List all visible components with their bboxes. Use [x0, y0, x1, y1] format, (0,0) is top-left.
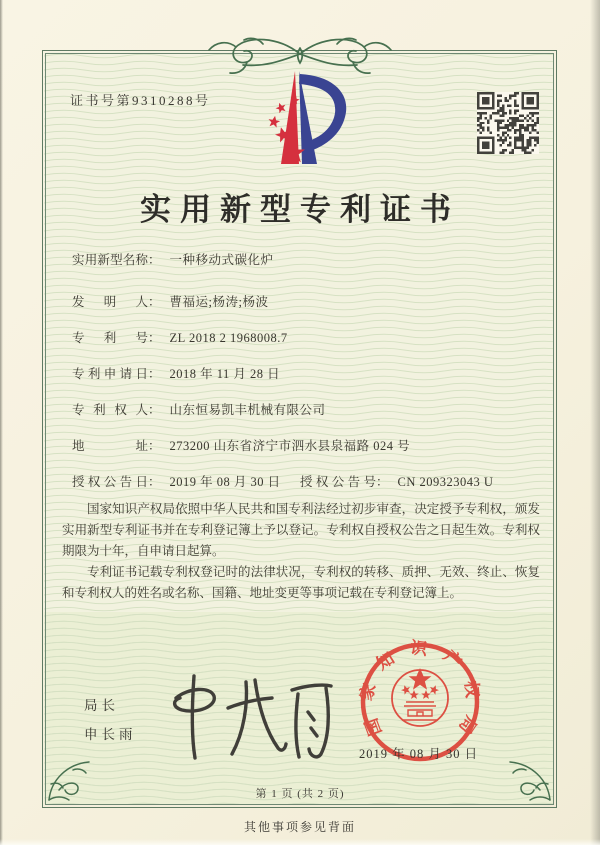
field-value-grant-number: CN 209323043 U	[397, 475, 494, 489]
field-label: 地址	[72, 439, 148, 453]
field-label: 专利号	[72, 331, 148, 345]
field-row-patent-number	[72, 328, 288, 346]
field-value-invention-name: 一种移动式碳化炉	[169, 253, 274, 267]
scan-edge-left	[0, 0, 3, 845]
legal-text-block	[62, 499, 540, 604]
signer-title: 局长	[84, 698, 119, 713]
field-label: 授权公告日	[72, 475, 148, 489]
seal-date: 2019 年 08 月 30 日	[359, 747, 479, 761]
scan-edge-right	[590, 0, 600, 845]
field-label: 专利申请日	[72, 367, 148, 381]
scan-edge-bottom	[0, 839, 600, 845]
field-row-filing-date	[72, 364, 280, 382]
grant-number-pair	[300, 472, 493, 490]
field-label: 实用新型名称	[72, 253, 148, 267]
certificate-number: 证书号第9310288号	[70, 93, 211, 108]
svg-text:国家知识产权局	[355, 638, 484, 749]
field-colon: ：	[148, 439, 161, 453]
field-colon: ：	[148, 295, 161, 309]
field-colon: ：	[148, 475, 161, 489]
page-number: 第 1 页 (共 2 页)	[255, 788, 345, 800]
field-value-inventors: 曹福运;杨涛;杨波	[169, 295, 269, 309]
field-value-address: 273200 山东省济宁市泗水县泉福路 024 号	[169, 439, 411, 453]
field-row-invention-name	[72, 250, 274, 268]
field-colon: ：	[148, 403, 161, 417]
shen-changyu-signature-icon	[158, 664, 338, 766]
cnipa-logo-icon	[243, 64, 355, 172]
field-colon: ：	[148, 253, 161, 267]
field-colon: ：	[148, 367, 161, 381]
field-value-grant-date: 2019 年 08 月 30 日	[169, 475, 281, 489]
field-label: 专利权人	[72, 403, 148, 417]
field-value-filing-date: 2018 年 11 月 28 日	[169, 367, 281, 381]
national-emblem-icon	[392, 668, 448, 726]
field-label: 发明人	[72, 295, 148, 309]
field-row-patentee	[72, 400, 326, 418]
field-row-inventors	[72, 292, 268, 310]
field-colon: ：	[376, 475, 389, 489]
field-label: 授权公告号	[300, 475, 376, 489]
seal-text: 国家知识产权局	[356, 638, 484, 750]
back-side-note: 其他事项参见背面	[243, 820, 356, 834]
legal-paragraph-2: 专利证书记载专利权登记时的法律状况，专利权的转移、质押、无效、终止、恢复和专利权人的姓名或名称、国籍、地址变更等事项记载在专利登记簿上。	[62, 565, 540, 600]
signer-name: 申长雨	[84, 727, 137, 742]
field-row-grant	[72, 472, 494, 490]
field-value-patentee: 山东恒易凯丰机械有限公司	[169, 403, 326, 417]
certificate-title: 实用新型专利证书	[140, 192, 460, 227]
field-colon: ：	[148, 331, 161, 345]
field-value-patent-number: ZL 2018 2 1968008.7	[169, 331, 288, 345]
legal-paragraph-1: 国家知识产权局依照中华人民共和国专利法经过初步审查，决定授予专利权，颁发实用新型专利证书并在专利登记簿上予以登记。专利权自授权公告之日起生效。专利权期限为十年，自申请日起算。	[62, 502, 540, 558]
qr-code	[477, 92, 539, 154]
field-row-address	[72, 436, 410, 454]
signer-block	[84, 694, 137, 752]
